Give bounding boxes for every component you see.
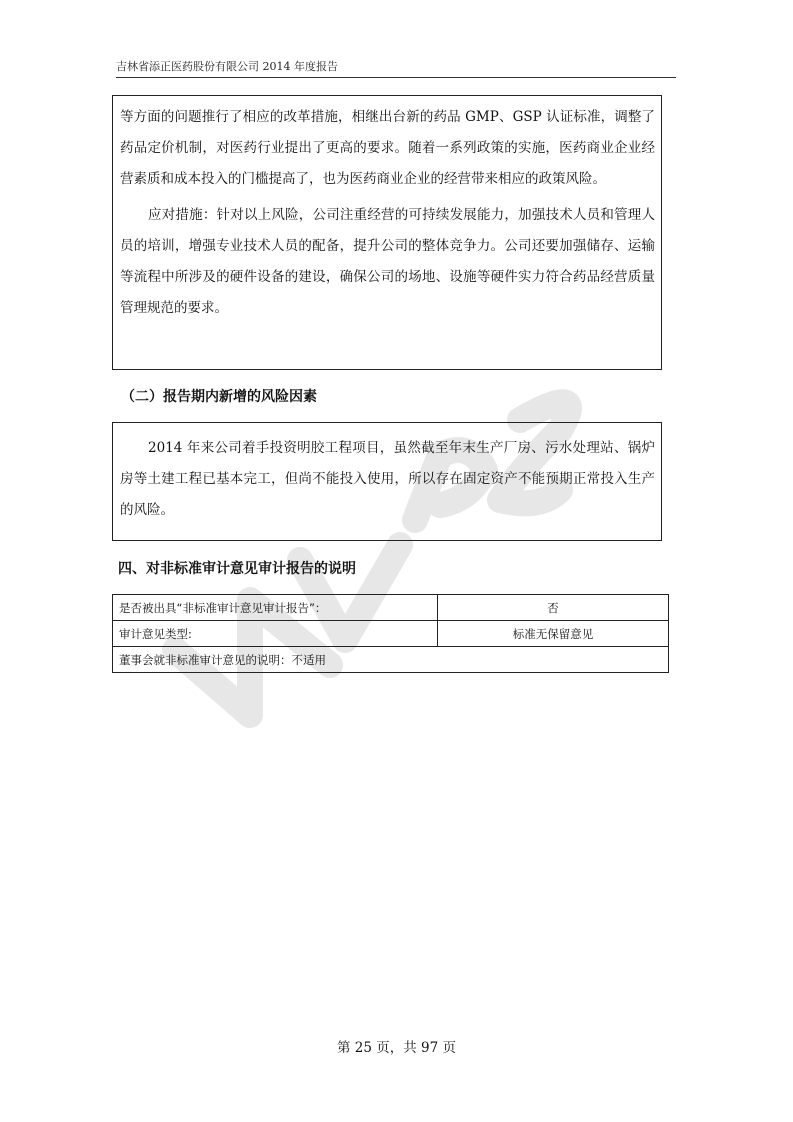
new-risk-heading: （二）报告期内新增的风险因素 (121, 389, 317, 405)
page-header: 吉林省添正医药股份有限公司 2014 年度报告 (116, 58, 676, 78)
countermeasure-paragraph: 应对措施：针对以上风险，公司注重经营的可持续发展能力，加强技术人员和管理人员的培训，增强专业技术人员的配备，提升公司的整体竞争力。公司还要加强储存、运输等流程中所涉及的硬件设备的建设，确保公司的场地、设施等硬件实力符合药品经营质量管理规范的要求。 (120, 207, 655, 316)
audit-opinion-heading: 四、对非标准审计意见审计报告的说明 (118, 561, 356, 577)
table-row (113, 647, 669, 673)
policy-risk-box (112, 95, 662, 370)
page-number: 第 25 页，共 97 页 (336, 1040, 457, 1056)
table-cell-label: 审计意见类型: (113, 621, 438, 647)
audit-opinion-table (112, 594, 669, 673)
table-row (113, 621, 669, 647)
new-risk-paragraph: 2014 年来公司着手投资明胶工程项目，虽然截至年末生产厂房、污水处理站、锅炉房等土建工程已基本完工，但尚不能投入使用，所以存在固定资产不能预期正常投入生产的风险。 (120, 440, 655, 518)
table-cell-note: 董事会就非标准审计意见的说明：不适用 (113, 647, 669, 673)
table-cell-value: 标准无保留意见 (438, 621, 669, 647)
table-cell-label: 是否被出具“非标准审计意见审计报告”： (113, 595, 438, 621)
table-row (113, 595, 669, 621)
table-cell-value: 否 (438, 595, 669, 621)
new-risk-box (112, 422, 662, 541)
policy-risk-paragraph: 等方面的问题推行了相应的改革措施，相继出台新的药品 GMP、GSP 认证标准，调整了药品定价机制，对医药行业提出了更高的要求。随着一系列政策的实施，医药商业企业经营素质和成本投入的门槛提高了，也为医药商业企业的经营带来相应的政策风险。 (120, 109, 655, 187)
